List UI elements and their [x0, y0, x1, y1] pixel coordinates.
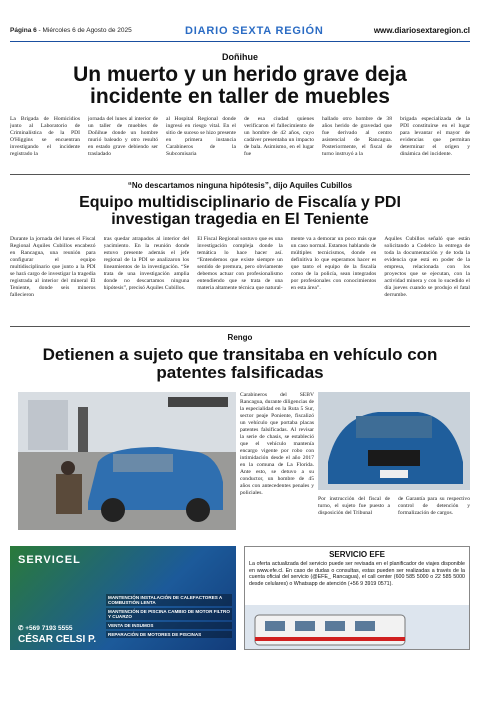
efe-title: SERVICIO EFE — [329, 550, 385, 559]
story1-col: al Hospital Regional donde ingresó en riesgo vital. En el sitio de suceso se hizo presente en primera instancia Carabineros de la Subcomisaria — [166, 116, 236, 157]
car-inspection-photo — [18, 392, 236, 530]
divider — [10, 326, 470, 327]
story3-kicker: Rengo — [227, 333, 253, 342]
efe-notice — [244, 546, 470, 650]
ad-service-item: VENTA DE INSUMOS — [106, 622, 232, 629]
story2-col: Aquiles Cubillos señaló que están solicitando a Codelco la entrega de toda la documentación y de toda la evidencia que está en poder de la empresa, relacionada con los proyectos que se ejecutan, con la actividad minera y con lo sucedido el día jueves cuando se produjo el fatal derrumbe. — [384, 236, 470, 298]
ad-service-item: REPARACIÓN DE MOTORES DE PISCINAS — [106, 631, 232, 638]
story3-col: de Garantía para su respectivo control de detención y formalización de cargos. — [398, 496, 470, 516]
story2-col: mente va a demorar un poco más que un caso normal. Estamos hablando de múltiples tecnicismos, donde en definitiva lo que esperamos hacer es que tanto el equipo de la fiscalía como de la policía, sean integrados por profesionales con conocimientos en esta área”. — [290, 236, 377, 291]
ad-services — [106, 594, 232, 640]
ad-service-item: MANTENCIÓN INSTALACIÓN DE CALEFACTORES A COMBUSTIÓN LENTA — [106, 594, 232, 606]
story1-col: brigada especializada de la PDI constituirse en el lugar para levantar el mayor de evidencias que permitan determinar el origen y dinámica del incidente. — [400, 116, 470, 157]
story3-body-b — [318, 496, 470, 540]
page-info: Página 6 - Miércoles 6 de Agosto de 2025 — [10, 27, 132, 34]
story1-col: hallado otro hombre de 38 años herido de gravedad que fue derivado al centro asistencial de Rancagua. Posteriormente, el fiscal de turno instruyó a la — [322, 116, 392, 157]
story2-kicker: “No descartamos ninguna hipótesis”, dijo Aquiles Cubillos — [127, 181, 353, 190]
ad-phone: ✆ +569 7193 5555 — [18, 625, 73, 632]
story2-col: tras quedar atrapados al interior del yacimiento. En la reunión donde estuvo presente además el jefe regional de la PDI se analizaron los lineamientos de la investigación. “Se trata de una investigación amplia donde no descartamos ninguna hipótesis”, precisó Aquiles Cubillos. — [103, 236, 190, 291]
ad-service-item: MANTENCIÓN DE PISCINA CAMBIO DE MOTOR FILTRO Y CUARZO — [106, 608, 232, 620]
story1-col: jornada del lunes al interior de un taller de muebles de Doñihue donde un hombre murió baleado y otro resultó en estado grave debiendo ser trasladado — [88, 116, 158, 157]
servicel-ad[interactable] — [10, 546, 236, 650]
page-header — [10, 24, 470, 42]
divider — [10, 174, 470, 175]
efe-body: La oferta actualizada del servicio puede ser revisada en el planificador de viajes disponible en www.efe.cl. En caso de dudas o consultas, estas pueden ser realizadas a través de la cuenta oficial del servicio (@EFE_ Rancagua), el call center (600 585 5000 o 22 585 5000 desde celulares) o Whatsapp de atención (+56 9 3919 0571). — [249, 561, 465, 587]
story1-headline: Un muerto y un herido grave deja incidente en taller de muebles — [73, 63, 407, 109]
phone-icon: ✆ — [18, 625, 26, 632]
story1-col: de esa ciudad quienes verificaron el fallecimiento de un hombre de 42 años, cuyo cadáver presentaba un impacto de bala. Asimismo, en el lugar fue — [244, 116, 314, 157]
masthead: DIARIO SEXTA REGIÓN — [185, 25, 324, 37]
train-photo — [245, 605, 470, 650]
ad-brand: SERVICEL — [18, 554, 81, 566]
story3-headline: Detienen a sujeto que transitaba en vehículo con patentes falsificadas — [42, 345, 438, 382]
story2-body — [10, 236, 470, 320]
story3-col: Por instrucción del fiscal de turno, el sujeto fue puesto a disposición del Tribunal — [318, 496, 390, 516]
car-front-photo — [318, 392, 470, 490]
website[interactable]: www.diariosextaregion.cl — [373, 26, 470, 35]
story1-col: La Brigada de Homicidios junto al Laboratorio de Criminalística de la PDI O'Higgins se encuentran investigando el incidente registrado la — [10, 116, 80, 157]
story1-kicker: Doñihue — [222, 52, 258, 62]
story3-col: Carabineros del SEBV Rancagua, durante diligencias de la especialidad en la Ruta 5 Sur, sector peaje Poniente, fiscalizó un vehículo que portaba placas patentes falsificadas. Al revisar la serie de chasis, se estableció que el vehículo mantenía encargo vigente por robo con intimidación desde el año 2017 en la comuna de La Florida. Ante esto, se detuvo a su conductor, un hombre de 45 años con antecedentes penales y policiales. — [240, 392, 314, 496]
ad-name: CÉSAR CELSI P. — [18, 634, 97, 645]
story2-col: El Fiscal Regional sostuvo que es una investigación compleja donde la temática lo hace hacer así. “Entendemos que existe siempre un sentido de premura, pero obviamente debemos actuar con profesionalismo entendiendo que se trata de una materia altamente técnica que natural- — [197, 236, 283, 291]
story2-headline: Equipo multidisciplinario de Fiscalía y PDI investigan tragedia en El Teniente — [79, 194, 401, 228]
story3-body — [240, 392, 314, 542]
story2-col: Durante la jornada del lunes el Fiscal Regional Aquiles Cubillos encabezó en Rancagua, una reunión para configurar el equipo multidisciplinario que junto a la PDI se hará cargo de investigar la tragedia registrada al interior del mineral El Teniente, donde seis mineros fallecieron — [10, 236, 96, 298]
story1-body — [10, 116, 470, 164]
